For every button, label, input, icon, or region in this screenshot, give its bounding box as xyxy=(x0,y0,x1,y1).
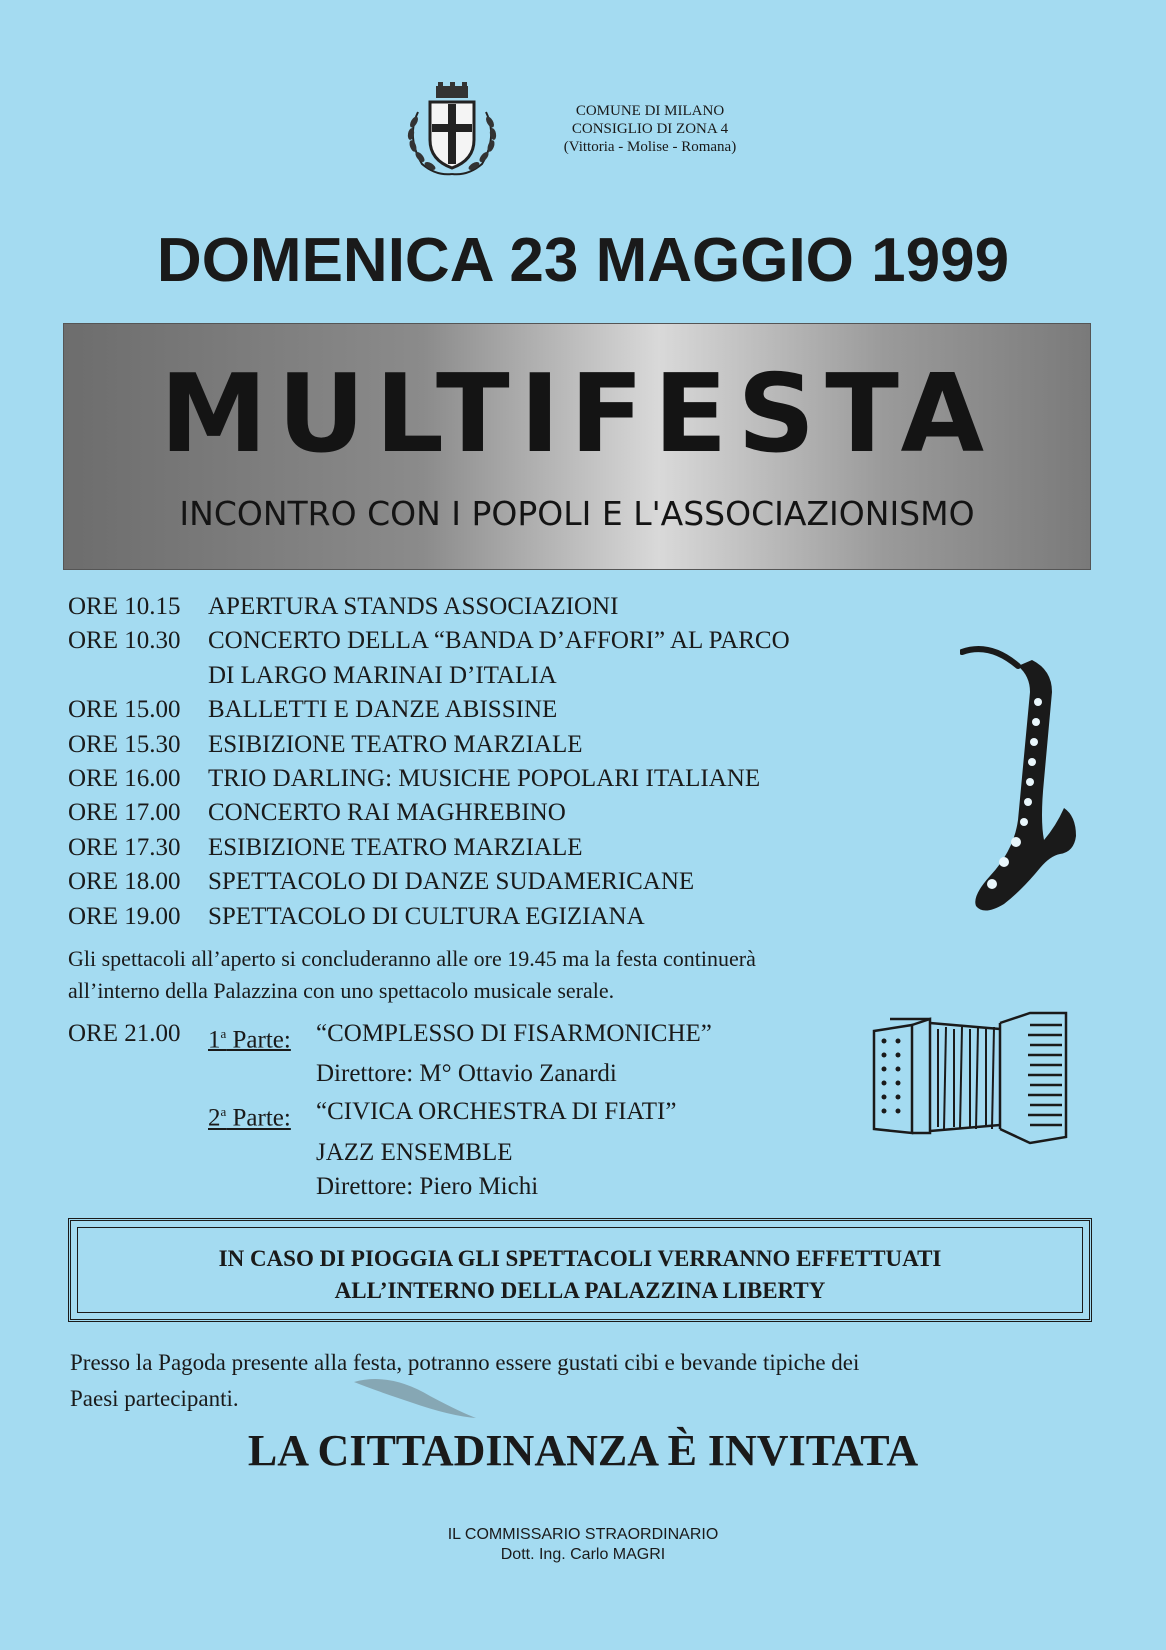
outdoor-note-line-1: Gli spettacoli all’aperto si concluderanno alle ore 19.45 ma la festa continuerà xyxy=(68,946,756,971)
program-time: ORE 17.00 xyxy=(68,799,181,827)
program-desc: ESIBIZIONE TEATRO MARZIALE xyxy=(208,833,583,861)
program-row xyxy=(68,693,928,727)
part-2-label xyxy=(208,1095,316,1135)
program-time: ORE 16.00 xyxy=(68,765,181,793)
program-desc: BALLETTI E DANZE ABISSINE xyxy=(208,696,558,724)
title-banner xyxy=(63,323,1091,570)
program-row xyxy=(68,624,928,658)
program-time: ORE 15.00 xyxy=(68,696,181,724)
program-row xyxy=(68,762,928,796)
banner-title: MULTIFESTA xyxy=(159,352,995,477)
program-desc: TRIO DARLING: MUSICHE POPOLARI ITALIANE xyxy=(208,765,761,793)
program-time: ORE 10.15 xyxy=(68,593,181,620)
program-row xyxy=(68,796,928,830)
evening-row xyxy=(68,1170,868,1204)
part-2-num: 2 xyxy=(208,1104,221,1132)
program-desc: CONCERTO DELLA “BANDA D’AFFORI” AL PARCO xyxy=(208,627,790,655)
program-desc: SPETTACOLO DI DANZE SUDAMERICANE xyxy=(208,868,695,896)
signature-block xyxy=(0,1525,1166,1565)
saxophone-icon xyxy=(960,640,1080,915)
ink-smudge xyxy=(350,1372,480,1422)
part-1-num: 1 xyxy=(208,1026,221,1054)
part-2-title-2: JAZZ ENSEMBLE xyxy=(316,1138,513,1166)
outdoor-note xyxy=(68,943,1068,1007)
header-line-2: CONSIGLIO DI ZONA 4 xyxy=(571,121,729,137)
program-list xyxy=(68,590,928,934)
accordion-icon xyxy=(870,1005,1075,1145)
program-time xyxy=(68,659,208,693)
program-row xyxy=(68,590,928,624)
part-1-title: “COMPLESSO DI FISARMONICHE” xyxy=(316,1020,712,1047)
header-line-1: COMUNE DI MILANO xyxy=(575,103,725,119)
program-row xyxy=(68,900,928,934)
pagoda-note xyxy=(70,1345,1090,1417)
rain-notice-line-1: IN CASO DI PIOGGIA GLI SPETTACOLI VERRANNO EFFETTUATI xyxy=(218,1246,942,1271)
program-desc: CONCERTO RAI MAGHREBINO xyxy=(208,799,566,827)
evening-row xyxy=(68,1095,868,1135)
program-row xyxy=(68,659,928,693)
signature-title: IL COMMISSARIO STRAORDINARIO xyxy=(447,1526,719,1543)
evening-time: ORE 21.00 xyxy=(68,1020,181,1047)
part-1-label-text: Parte: xyxy=(226,1026,291,1054)
program-time: ORE 15.30 xyxy=(68,730,181,758)
outdoor-note-line-2: all’interno della Palazzina con uno spettacolo musicale serale. xyxy=(68,978,615,1003)
rain-notice-line-2: ALL’INTERNO DELLA PALAZZINA LIBERTY xyxy=(334,1278,826,1303)
part-2-director: Direttore: Piero Michi xyxy=(316,1172,539,1200)
part-2-label-text: Parte: xyxy=(226,1104,291,1132)
header-line-3: (Vittoria - Molise - Romana) xyxy=(563,139,737,155)
part-1-label xyxy=(208,1017,316,1057)
program-time: ORE 19.00 xyxy=(68,902,181,930)
part-2-title: “CIVICA ORCHESTRA DI FIATI” xyxy=(316,1098,677,1126)
part-1-director: Direttore: M° Ottavio Zanardi xyxy=(316,1060,617,1088)
signature-name: Dott. Ing. Carlo MAGRI xyxy=(500,1546,666,1563)
program-time: ORE 10.30 xyxy=(68,627,181,655)
evening-row xyxy=(68,1017,868,1057)
program-desc: SPETTACOLO DI CULTURA EGIZIANA xyxy=(208,902,645,930)
evening-row xyxy=(68,1057,868,1091)
milan-crest-icon xyxy=(400,82,504,180)
part-1-sup: a xyxy=(220,1026,227,1041)
program-time: ORE 18.00 xyxy=(68,868,181,896)
evening-program xyxy=(68,1017,868,1204)
banner-subtitle: INCONTRO CON I POPOLI E L'ASSOCIAZIONISMO xyxy=(179,494,975,533)
event-date: DOMENICA 23 MAGGIO 1999 xyxy=(156,226,1010,295)
header-text xyxy=(540,102,760,156)
pagoda-note-line-1: Presso la Pagoda presente alla festa, potranno essere gustati cibi e bevande tipiche dei xyxy=(70,1350,860,1375)
program-row xyxy=(68,728,928,762)
part-2-sup: a xyxy=(220,1104,227,1120)
program-desc: ESIBIZIONE TEATRO MARZIALE xyxy=(208,730,583,758)
program-desc: DI LARGO MARINAI D’ITALIA xyxy=(208,661,557,689)
pagoda-note-line-2: Paesi partecipanti. xyxy=(70,1386,239,1411)
rain-notice-box xyxy=(68,1218,1092,1322)
program-row xyxy=(68,865,928,899)
rain-notice-text xyxy=(71,1243,1089,1307)
program-time: ORE 17.30 xyxy=(68,833,181,861)
program-row xyxy=(68,831,928,865)
invitation-heading: LA CITTADINANZA È INVITATA xyxy=(247,1426,919,1475)
program-desc: APERTURA STANDS ASSOCIAZIONI xyxy=(208,593,619,620)
evening-row xyxy=(68,1136,868,1170)
